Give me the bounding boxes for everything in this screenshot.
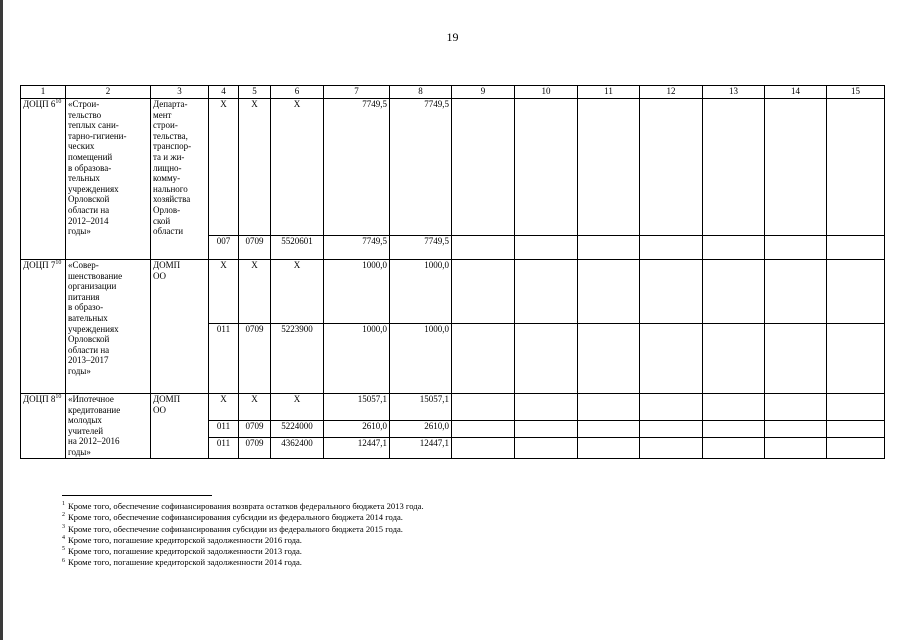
table-cell: 5520601: [271, 236, 324, 260]
table-cell: 5223900: [271, 324, 324, 394]
program-name-line: годы»: [68, 446, 91, 457]
program-name-line: в образова-: [68, 162, 112, 173]
table-cell: Х: [271, 260, 324, 324]
column-header: 4: [209, 86, 239, 99]
program-code-cell: [21, 260, 66, 394]
program-name-line: Орловской: [68, 194, 110, 205]
program-name-line: тарно-гигиени-: [68, 130, 127, 141]
empty-cell: [827, 236, 885, 260]
executor-line: мент: [153, 109, 172, 120]
empty-cell: [515, 99, 578, 236]
table-body: [21, 99, 885, 459]
empty-cell: [578, 99, 640, 236]
table-header-row: [21, 86, 885, 99]
executor-line: хозяйства: [153, 194, 191, 205]
empty-cell: [452, 260, 515, 324]
empty-cell: [703, 394, 765, 421]
footnote-mark: 6: [62, 557, 65, 564]
executor-line: транспор-: [153, 141, 192, 152]
executor-line: ОО: [153, 270, 166, 281]
executor-line: ОО: [153, 404, 166, 415]
column-header: 11: [578, 86, 640, 99]
table-cell: Х: [209, 99, 239, 236]
empty-cell: [703, 236, 765, 260]
empty-cell: [765, 260, 827, 324]
program-name-cell: [66, 394, 151, 459]
footnotes: [62, 495, 424, 569]
column-header: 5: [239, 86, 271, 99]
budget-table: [20, 85, 885, 459]
footnote-mark: 1: [62, 501, 65, 508]
program-name-line: шенствование: [68, 270, 123, 281]
column-header: 1: [21, 86, 66, 99]
column-header: 2: [66, 86, 151, 99]
column-header: 9: [452, 86, 515, 99]
table-cell: 0709: [239, 438, 271, 459]
program-name-cell: [66, 99, 151, 260]
executor-line: ДОМП: [153, 394, 181, 404]
table-cell: 0709: [239, 421, 271, 438]
empty-cell: [703, 421, 765, 438]
table-cell: Х: [239, 99, 271, 236]
empty-cell: [578, 394, 640, 421]
program-code: ДОЦП 6: [23, 99, 56, 109]
amount-cell: 1000,0: [390, 324, 452, 394]
table-row: [21, 99, 885, 236]
table-cell: 0709: [239, 236, 271, 260]
empty-cell: [515, 260, 578, 324]
column-header: 12: [640, 86, 703, 99]
program-name-line: годы»: [68, 226, 91, 237]
empty-cell: [452, 236, 515, 260]
empty-cell: [765, 438, 827, 459]
empty-cell: [703, 99, 765, 236]
program-name-line: «Совер-: [68, 260, 99, 270]
empty-cell: [515, 236, 578, 260]
program-name-line: учреждениях: [68, 323, 119, 334]
footnote-mark: 5: [62, 546, 65, 553]
table-cell: 007: [209, 236, 239, 260]
table-cell: 011: [209, 438, 239, 459]
empty-cell: [827, 421, 885, 438]
empty-cell: [827, 99, 885, 236]
footnote-ref: 10: [55, 99, 62, 105]
footnote-ref: 10: [55, 394, 62, 400]
executor-line: Орлов-: [153, 204, 181, 215]
empty-cell: [640, 438, 703, 459]
program-name-line: в образо-: [68, 302, 104, 313]
program-name-line: годы»: [68, 365, 91, 376]
footnote: [62, 546, 424, 557]
amount-cell: 2610,0: [390, 421, 452, 438]
program-name-line: 2013–2017: [68, 355, 109, 366]
executor-cell: [151, 260, 209, 394]
program-name-line: области на: [68, 204, 110, 215]
table-cell: Х: [271, 394, 324, 421]
empty-cell: [640, 421, 703, 438]
column-header: 3: [151, 86, 209, 99]
table-cell: 011: [209, 421, 239, 438]
amount-cell: 7749,5: [324, 236, 390, 260]
empty-cell: [452, 324, 515, 394]
footnote: [62, 557, 424, 568]
footnote-text: Кроме того, погашение кредиторской задолженности 2013 года.: [68, 546, 302, 557]
empty-cell: [703, 260, 765, 324]
program-name-line: на 2012–2016: [68, 436, 120, 447]
program-name-line: учреждениях: [68, 183, 119, 194]
program-name-line: питания: [68, 291, 100, 302]
program-name-cell: [66, 260, 151, 394]
empty-cell: [515, 394, 578, 421]
empty-cell: [452, 438, 515, 459]
empty-cell: [765, 99, 827, 236]
program-name-line: учителей: [68, 425, 104, 436]
empty-cell: [765, 394, 827, 421]
empty-cell: [515, 324, 578, 394]
footnote-mark: 2: [62, 512, 65, 519]
program-name-line: помещений: [68, 151, 113, 162]
empty-cell: [827, 324, 885, 394]
amount-cell: 15057,1: [324, 394, 390, 421]
program-name-line: вательных: [68, 312, 108, 323]
empty-cell: [640, 99, 703, 236]
empty-cell: [765, 421, 827, 438]
executor-line: лищно-: [153, 162, 182, 173]
executor-line: области: [153, 226, 184, 237]
footnote-text: Кроме того, погашение кредиторской задолженности 2016 года.: [68, 534, 302, 545]
page-number: 19: [446, 30, 459, 44]
empty-cell: [515, 438, 578, 459]
amount-cell: 12447,1: [324, 438, 390, 459]
column-header: 14: [765, 86, 827, 99]
footnote-list: [62, 501, 424, 569]
empty-cell: [578, 260, 640, 324]
footnote: [62, 501, 424, 512]
program-code-cell: [21, 394, 66, 459]
column-header: 8: [390, 86, 452, 99]
empty-cell: [765, 324, 827, 394]
table-cell: Х: [239, 260, 271, 324]
executor-line: нального: [153, 183, 188, 194]
footnote-ref: 10: [55, 260, 62, 266]
empty-cell: [827, 260, 885, 324]
table-row: [21, 260, 885, 324]
amount-cell: 7749,5: [390, 99, 452, 236]
program-name-line: организации: [68, 281, 117, 292]
column-header: 7: [324, 86, 390, 99]
amount-cell: 1000,0: [324, 324, 390, 394]
executor-line: Департа-: [153, 99, 188, 109]
program-name-line: кредитование: [68, 404, 121, 415]
program-code: ДОЦП 8: [23, 394, 56, 404]
empty-cell: [578, 236, 640, 260]
empty-cell: [452, 99, 515, 236]
program-name-line: Орловской: [68, 334, 110, 345]
empty-cell: [578, 421, 640, 438]
empty-cell: [640, 260, 703, 324]
empty-cell: [640, 324, 703, 394]
empty-cell: [515, 421, 578, 438]
footnote-text: Кроме того, обеспечение софинансирования субсидии из федерального бюджета 2014 года.: [68, 512, 403, 523]
table-cell: 5224000: [271, 421, 324, 438]
program-code: ДОЦП 7: [23, 260, 56, 270]
column-header: 10: [515, 86, 578, 99]
program-name-line: молодых: [68, 415, 102, 426]
empty-cell: [765, 236, 827, 260]
executor-line: ской: [153, 215, 171, 226]
program-name-line: теплых сани-: [68, 120, 119, 131]
footnote: [62, 524, 424, 535]
amount-cell: 1000,0: [390, 260, 452, 324]
empty-cell: [827, 394, 885, 421]
table-cell: Х: [209, 394, 239, 421]
executor-line: та и жи-: [153, 151, 185, 162]
amount-cell: 2610,0: [324, 421, 390, 438]
program-name-line: области на: [68, 344, 110, 355]
amount-cell: 12447,1: [390, 438, 452, 459]
empty-cell: [827, 438, 885, 459]
footnote: [62, 512, 424, 523]
program-code-cell: [21, 99, 66, 260]
program-name-line: «Ипотечное: [68, 394, 114, 404]
table-row: [21, 394, 885, 421]
table-cell: 011: [209, 324, 239, 394]
footnote-mark: 3: [62, 523, 65, 530]
column-header: 6: [271, 86, 324, 99]
empty-cell: [578, 324, 640, 394]
table-cell: Х: [271, 99, 324, 236]
footnote-rule: [62, 495, 212, 496]
program-name-line: ческих: [68, 141, 95, 152]
executor-line: комму-: [153, 173, 181, 184]
table-cell: Х: [239, 394, 271, 421]
footnote: [62, 535, 424, 546]
empty-cell: [703, 438, 765, 459]
empty-cell: [452, 394, 515, 421]
empty-cell: [452, 421, 515, 438]
executor-cell: [151, 394, 209, 459]
table-cell: 0709: [239, 324, 271, 394]
empty-cell: [640, 394, 703, 421]
footnote-text: Кроме того, погашение кредиторской задолженности 2014 года.: [68, 557, 302, 568]
empty-cell: [640, 236, 703, 260]
amount-cell: 1000,0: [324, 260, 390, 324]
footnote-text: Кроме того, обеспечение софинансирования субсидии из федерального бюджета 2015 года.: [68, 523, 403, 534]
executor-cell: [151, 99, 209, 260]
executor-line: строи-: [153, 120, 178, 131]
program-name-line: тельство: [68, 109, 102, 120]
empty-cell: [578, 438, 640, 459]
program-name-line: «Строи-: [68, 99, 100, 109]
program-name-line: 2012–2014: [68, 215, 109, 226]
program-name-line: тельных: [68, 173, 100, 184]
column-header: 15: [827, 86, 885, 99]
column-header: 13: [703, 86, 765, 99]
footnote-text: Кроме того, обеспечение софинансирования возврата остатков федерального бюджета 2013 года.: [68, 501, 424, 511]
amount-cell: 15057,1: [390, 394, 452, 421]
executor-line: ДОМП: [153, 260, 181, 270]
table-cell: 4362400: [271, 438, 324, 459]
amount-cell: 7749,5: [324, 99, 390, 236]
empty-cell: [703, 324, 765, 394]
table-cell: Х: [209, 260, 239, 324]
amount-cell: 7749,5: [390, 236, 452, 260]
scan-edge: [0, 0, 3, 640]
executor-line: тельства,: [153, 130, 188, 141]
footnote-mark: 4: [62, 535, 65, 542]
